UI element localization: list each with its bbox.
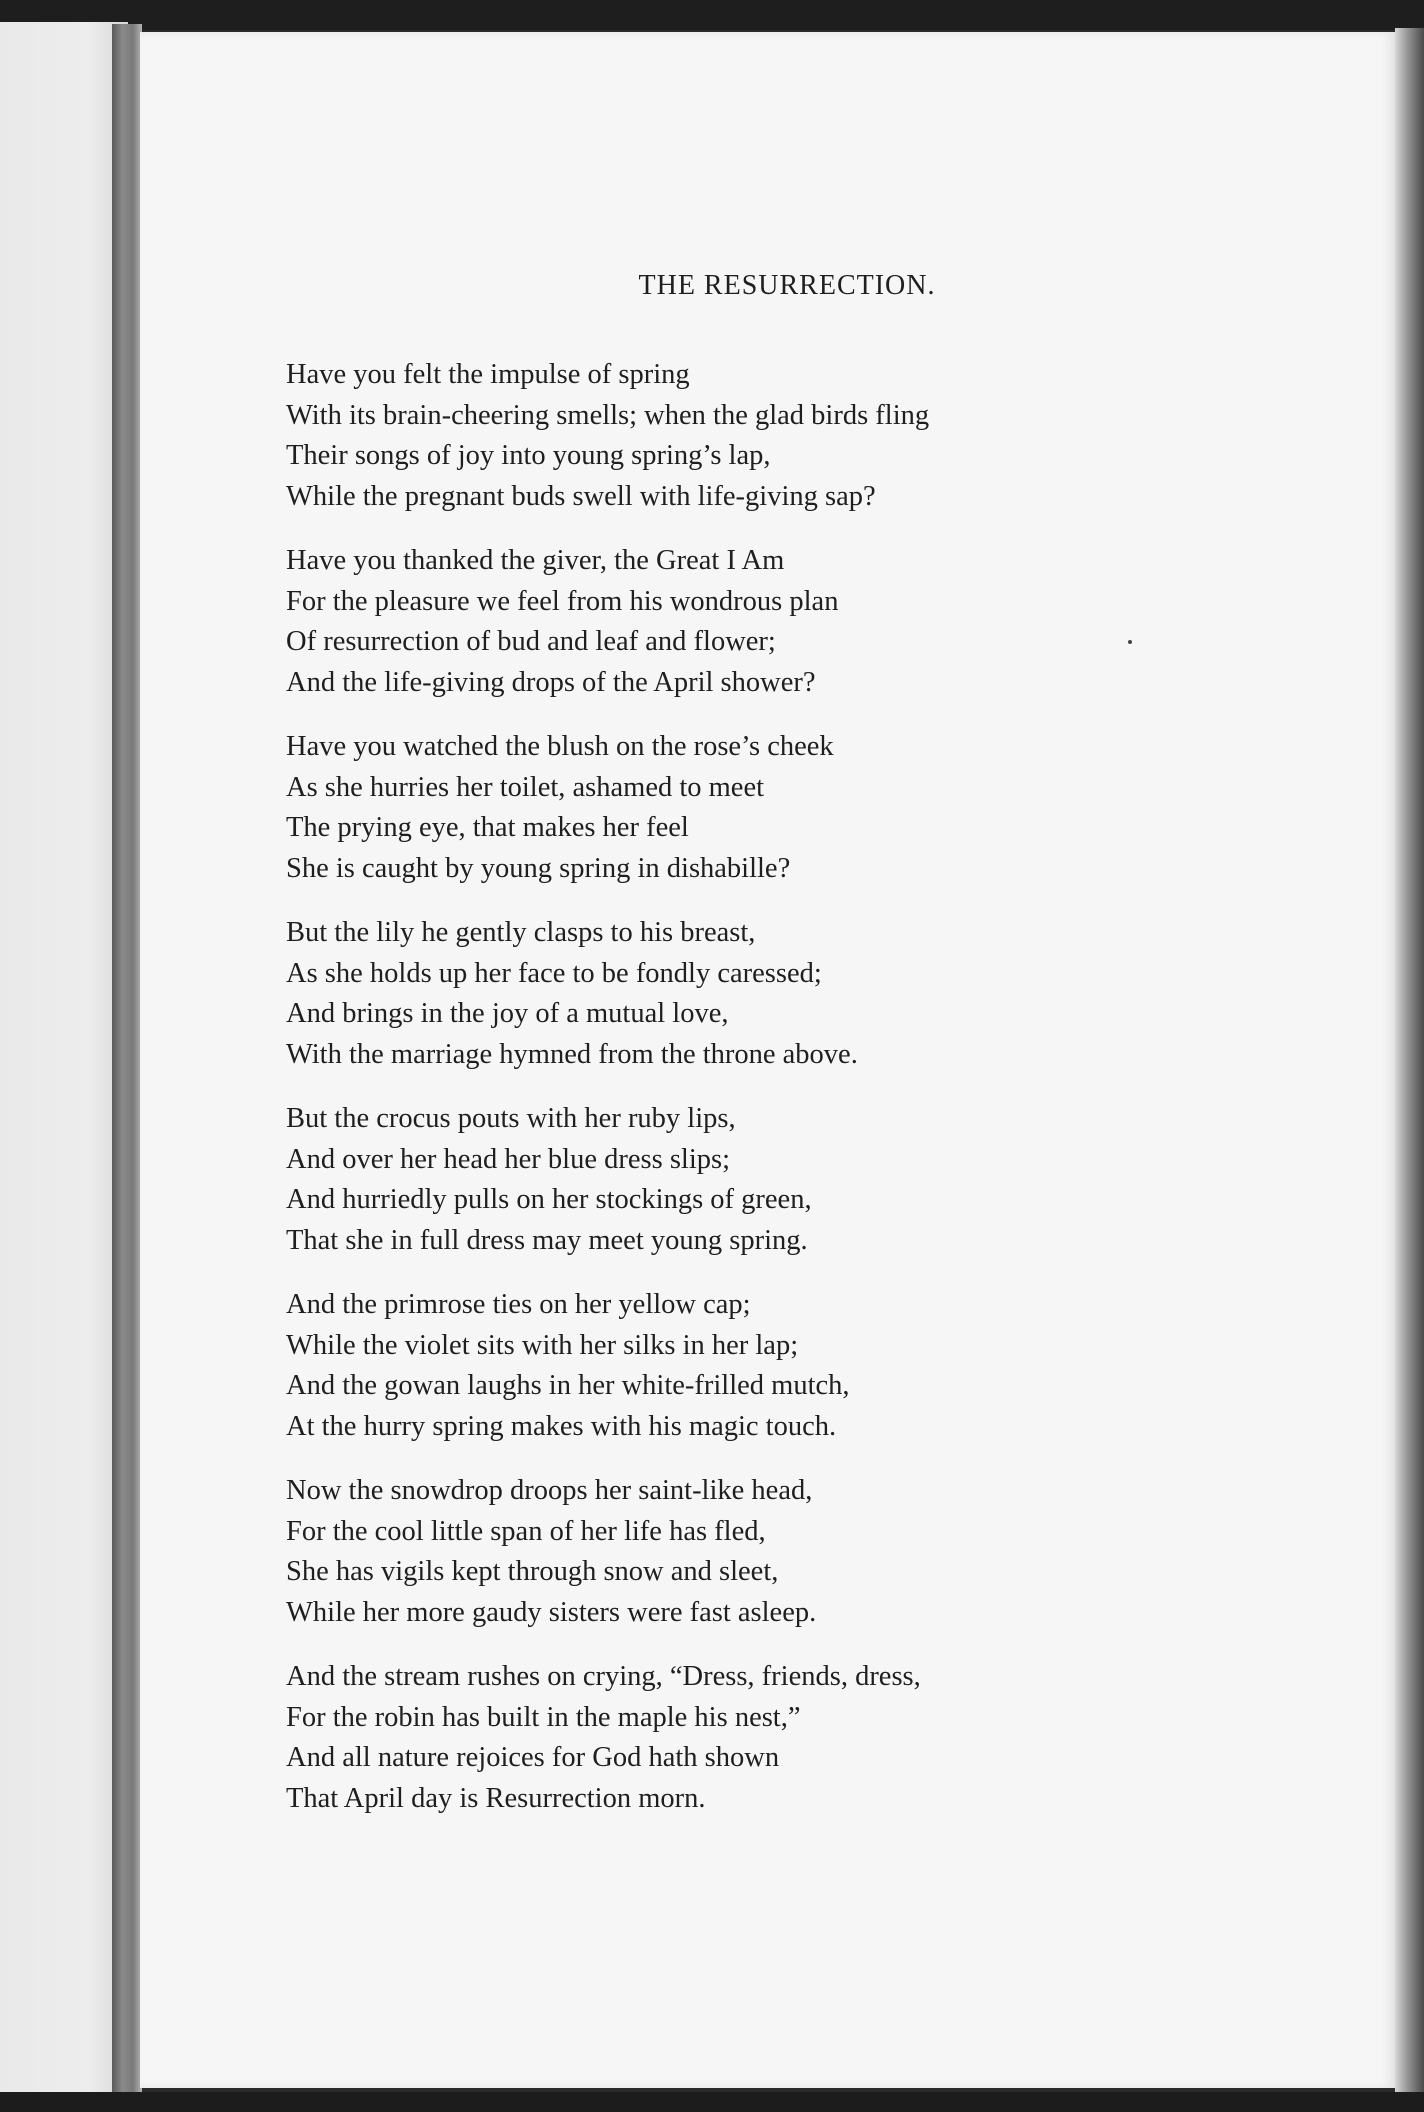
poem-body: [286, 355, 1286, 1843]
poem-line: And over her head her blue dress slips;: [286, 1143, 731, 1175]
poem-line: As she hurries her toilet, ashamed to meet: [286, 771, 765, 803]
poem-line: The prying eye, that makes her feel: [286, 812, 689, 843]
stanza-6: [286, 1285, 1286, 1447]
poem-line: While the pregnant buds swell with life-giving sap?: [286, 480, 876, 512]
poem-line: With the marriage hymned from the throne above.: [286, 1038, 858, 1070]
poem-line: With its brain-cheering smells; when the glad birds fling: [286, 399, 930, 431]
stanza-5: [286, 1099, 1286, 1261]
poem-line: And brings in the joy of a mutual love,: [286, 998, 729, 1029]
poem-line: She has vigils kept through snow and sleet,: [286, 1556, 779, 1587]
stanza-4: [286, 913, 1286, 1075]
poem-line: For the robin has built in the maple his nest,”: [286, 1701, 801, 1733]
facing-page-edge: [0, 22, 128, 2094]
poem-line: She is caught by young spring in dishabille?: [286, 852, 791, 884]
poem-line: While her more gaudy sisters were fast asleep.: [286, 1596, 817, 1628]
poem-line: And hurriedly pulls on her stockings of green,: [286, 1184, 812, 1215]
poem-line: And the stream rushes on crying, “Dress, friends, dress,: [286, 1661, 921, 1692]
poem-line: As she holds up her face to be fondly caressed;: [286, 957, 822, 989]
stanza-7: [286, 1471, 1286, 1633]
poem-line: Have you thanked the giver, the Great I Am: [286, 545, 785, 576]
poem-line: And the life-giving drops of the April shower?: [286, 666, 816, 698]
poem-line: Have you felt the impulse of spring: [286, 359, 690, 390]
scan-bottom-border: [0, 2092, 1424, 2112]
poem-line: For the cool little span of her life has fled,: [286, 1515, 766, 1547]
poem-line: For the pleasure we feel from his wondrous plan: [286, 585, 839, 617]
stanza-8: [286, 1657, 1286, 1819]
scan-top-border: [0, 0, 1424, 30]
poem-line: Their songs of joy into young spring’s lap,: [286, 440, 771, 471]
poem-line: But the crocus pouts with her ruby lips,: [286, 1103, 736, 1134]
poem-title: THE RESURRECTION.: [638, 270, 936, 301]
poem-line: That April day is Resurrection morn.: [286, 1782, 706, 1814]
poem-line: And the gowan laughs in her white-frilled mutch,: [286, 1370, 850, 1401]
poem-line: Now the snowdrop droops her saint-like head,: [286, 1475, 813, 1506]
poem-line: Of resurrection of bud and leaf and flower;: [286, 626, 776, 657]
poem-line: And all nature rejoices for God hath shown: [286, 1742, 780, 1773]
poem-line: Have you watched the blush on the rose’s cheek: [286, 731, 834, 762]
poem-line: That she in full dress may meet young spring.: [286, 1224, 808, 1256]
poem-line: But the lily he gently clasps to his breast,: [286, 917, 756, 948]
poem-line: While the violet sits with her silks in her lap;: [286, 1329, 799, 1361]
stanza-3: [286, 727, 1286, 889]
book-binding-gutter: [112, 24, 142, 2094]
page-edge-shadow: [1395, 28, 1424, 2094]
poem-line: And the primrose ties on her yellow cap;: [286, 1289, 751, 1320]
stanza-1: [286, 355, 1286, 517]
poem-line: At the hurry spring makes with his magic touch.: [286, 1410, 837, 1442]
stanza-2: [286, 541, 1286, 703]
